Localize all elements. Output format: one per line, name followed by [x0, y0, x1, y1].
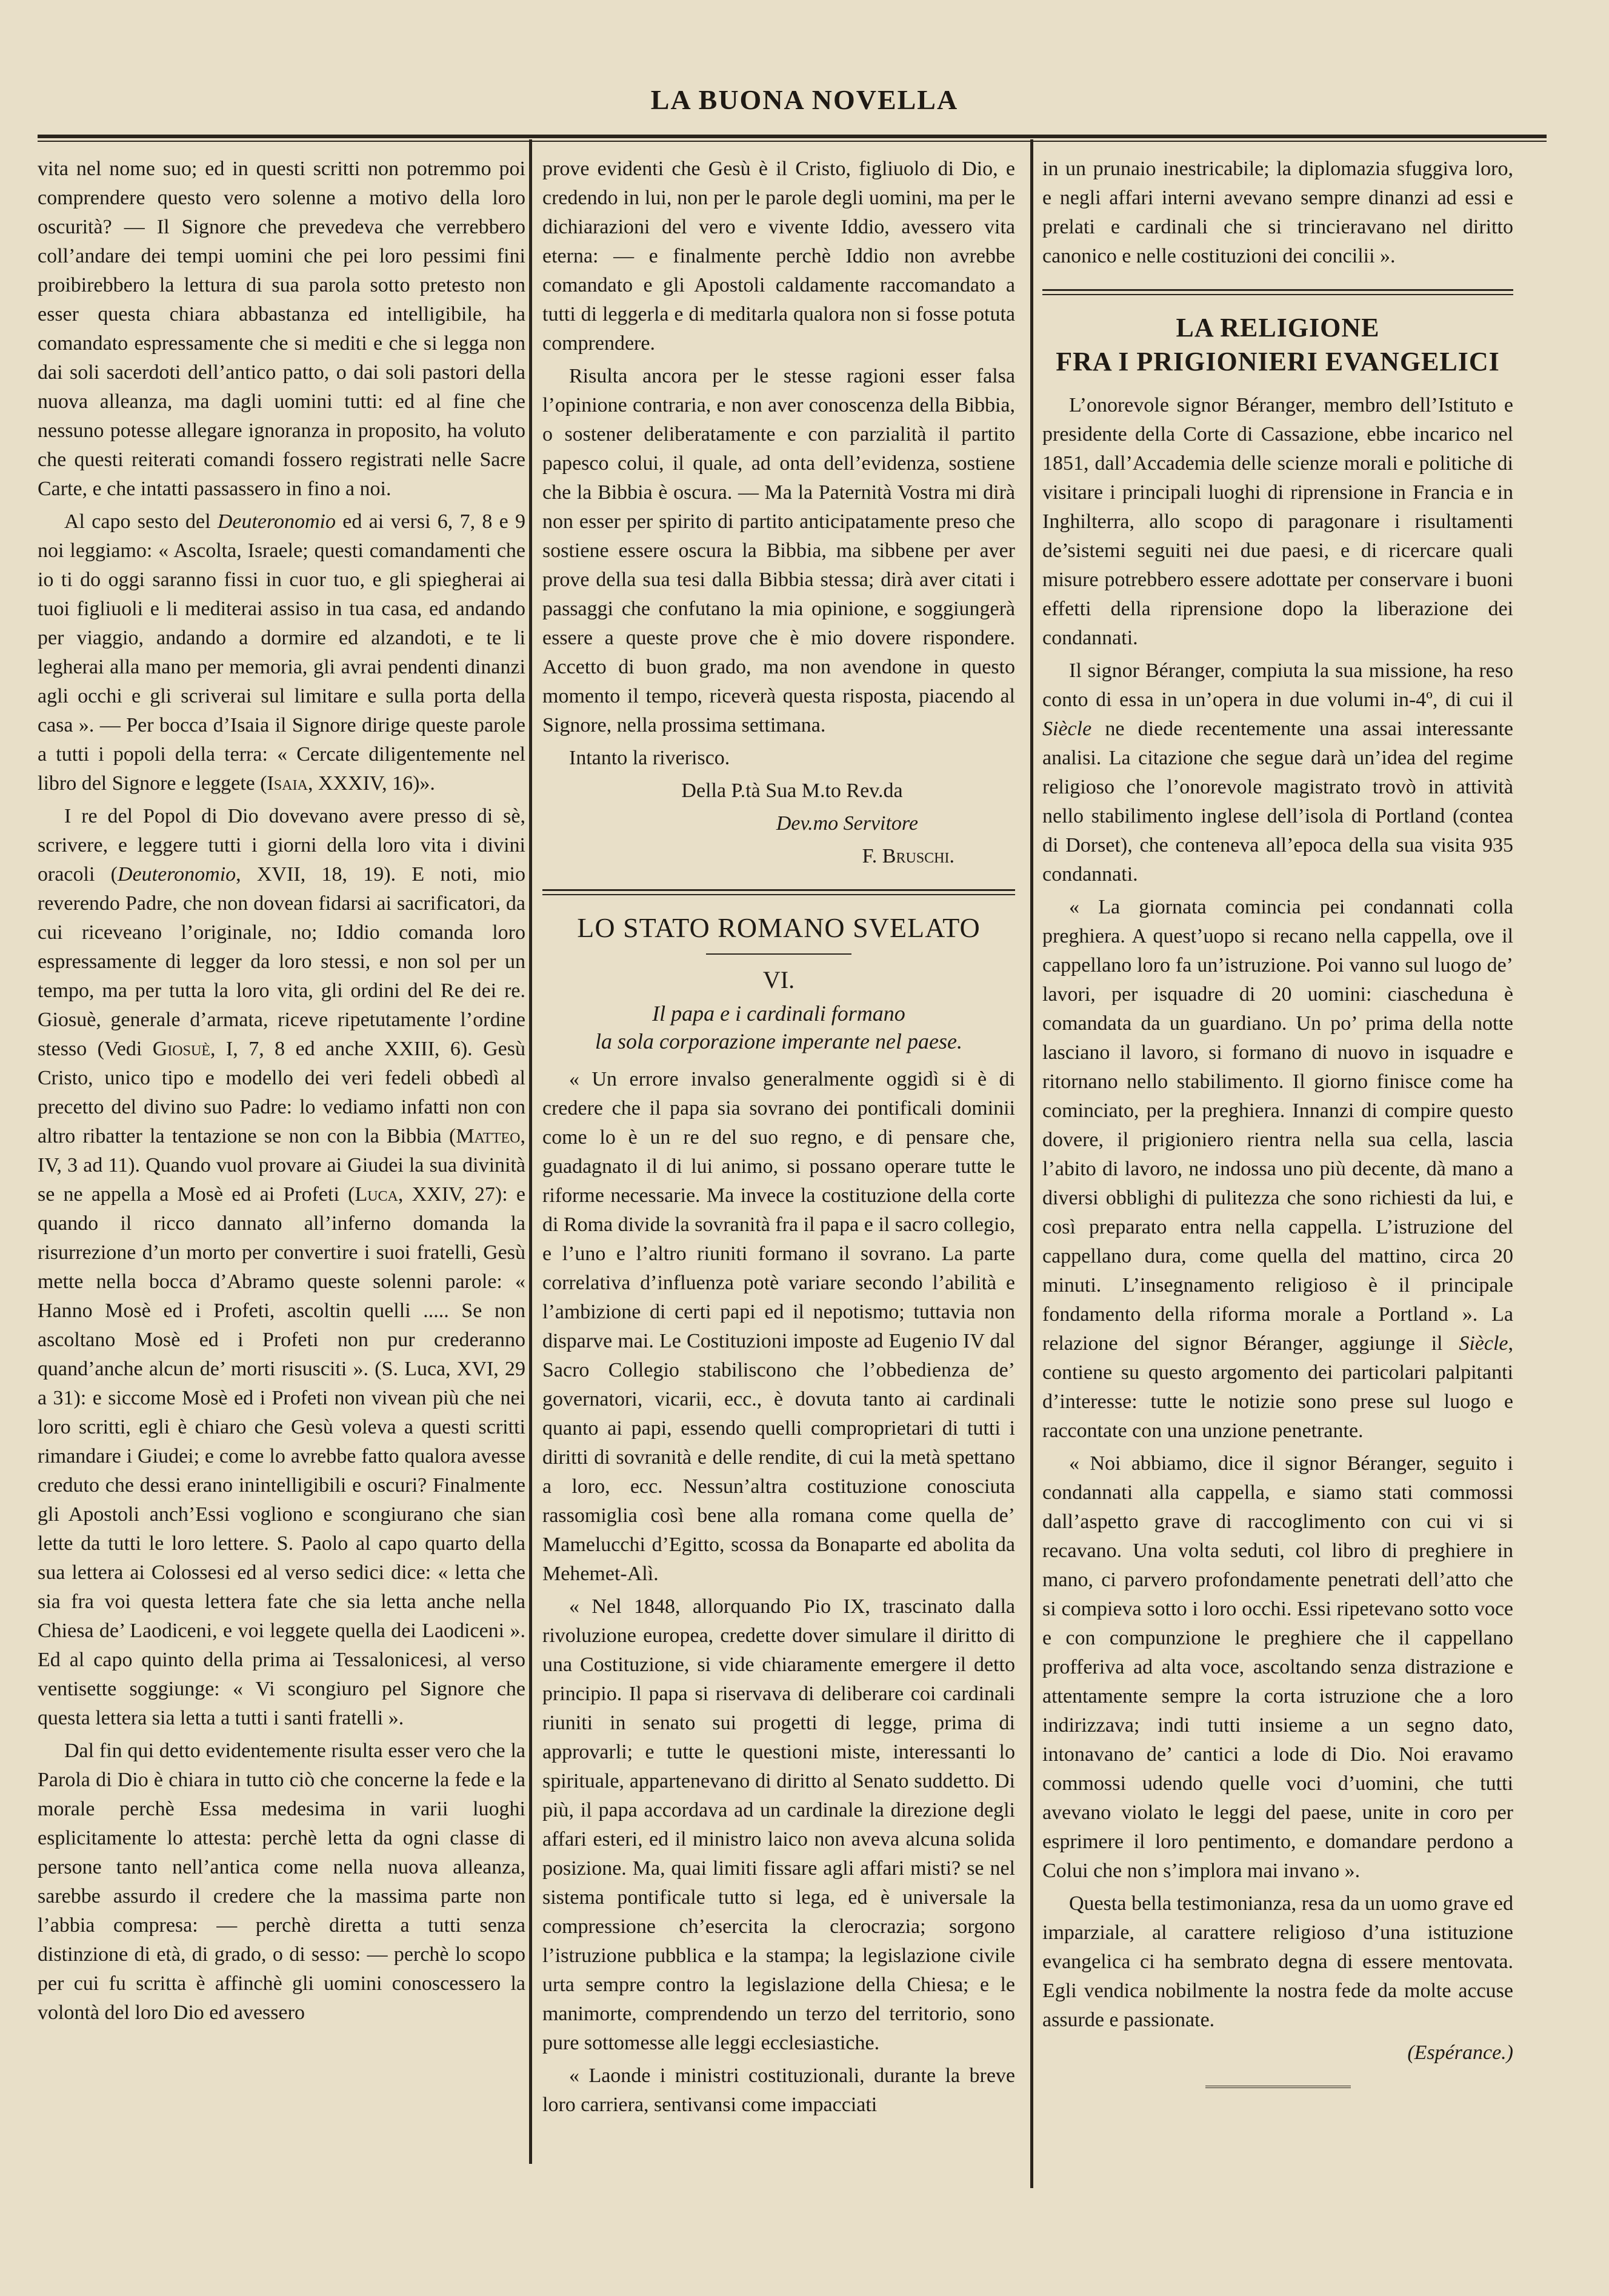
paragraph: « Nel 1848, allorquando Pio IX, trascinato dalla rivoluzione europea, credette dover simulare il diritto di una Costituzione, si vide chiaramente emergere il detto principio. Il papa si riservava di deliberare coi cardinali riuniti in senato sui progetti di legge, prima di approvarli; e tutte le questioni miste, interessanti lo spirituale, appartenevano di diritto al Senato suddetto. Di più, il papa accordava ad un cardinale la direzione degli affari esteri, ed il ministro laico non aveva alcuna solida posizione. Ma, quai limiti fissare agli affari misti? se nel sistema pontificale tutto si lega, ed è universale la compressione ch’esercita la clerocrazia; sorgono l’istruzione pubblica e la stampa; la legislazione civile urta sempre contro la legislazione della Chiesa; e le manimorte, comprendendo un terzo del territorio, sono pure sottomesse alle leggi ecclesiastiche.	[542, 1595, 1015, 2054]
chapter-number: VI.	[762, 966, 795, 993]
end-rule	[1205, 2086, 1351, 2091]
section-rule	[1042, 289, 1513, 295]
signature-line: Della P.tà Sua M.to Rev.da	[681, 779, 903, 802]
column-1	[38, 155, 525, 2031]
paragraph: vita nel nome suo; ed in questi scritti non potremmo poi comprendere questo vero solenne a motivo della loro oscurità? — Il Signore che prevedeva che verrebbero coll’andare dei tempi uomini che pei loro pessimi fini proibirebbero la lettura di sua parola sotto pretesto non esser questa chiara abbastanza ed intelligibile, ha comandato espressamente che si mediti e che si legga non dai soli sacerdoti dell’antico patto, o dai soli pastori della nuova alleanza, ma dagli uomini tutti: ed al fine che nessuno potesse allegare ignoranza in proposito, ha voluto che questi reiterati comandi fossero registrati nelle Sacre Carte, e che intatti passassero in fino a noi.	[38, 158, 525, 500]
title-rule	[706, 953, 851, 955]
masthead-title: LA BUONA NOVELLA	[650, 84, 959, 115]
paragraph: « Noi abbiamo, dice il signor Béranger, seguito i condannati alla cappella, e siamo stati commossi dall’aspetto grave di raccoglimento con cui vi si recavano. Una volta seduti, col libro di preghiere in mano, ci parvero profondamente penetrati dell’atto che si compieva sotto i loro occhi. Essi ripetevano sotto voce e con compunzione le preghiere che il cappellano profferiva ad alta voce, ascoltando senza distrazione e attentamente sempre la corta istruzione che a loro indirizzava; indi tutti insieme a un segno dato, intonavano de’ cantici a lode di Dio. Noi eravamo commossi udendo quelle voci d’uomini, che tutti avevano violato le leggi del paese, unite in coro per esprimere il loro pentimento, e domandare perdono a Colui che non s’implora mai invano ».	[1042, 1452, 1513, 1882]
header-rule-thin	[38, 141, 1547, 142]
paragraph: in un prunaio inestricabile; la diplomazia sfuggiva loro, e negli affari interni avevano sempre dinanzi ad essi e prelati e cardinali che si trincieravano nel diritto canonico e nelle costituzioni dei concilii ».	[1042, 158, 1513, 267]
paragraph: L’onorevole signor Béranger, membro dell’Istituto e presidente della Corte di Cassazione, ebbe incarico nel 1851, dall’Accademia delle scienze morali e politiche di visitare i principali luoghi di riprensione in Francia e in Inghilterra, allo scopo di paragonare i risultamenti de’sistemi seguiti nei due paesi, e di ricercare quali misure potrebbero essere adottate per conservare i buoni effetti della riprensione dopo la liberazione dei condannati.	[1042, 394, 1513, 649]
section-title: LO STATO ROMANO SVELATO	[577, 912, 981, 943]
section-title-line-2: FRA I PRIGIONIERI EVANGELICI	[1056, 347, 1500, 376]
chapter-subtitle: Il papa e i cardinali formano la sola corporazione imperante nel paese.	[595, 1001, 962, 1053]
paragraph: I re del Popol di Dio dovevano avere presso di sè, scrivere, e leggere tutti i giorni della loro vita i divini oracoli (Deuteronomio, XVII, 18, 19). E noti, mio reverendo Padre, che non dovean fidarsi ai sacrificatori, da cui riceveano l’originale, no; Iddio comanda loro espressamente di legger da loro stessi, e non sol per un tempo, ma per tutta la loro vita, gli ordini del Re dei re. Giosuè, generale d’armata, riceve ripetutamente l’ordine stesso (Vedi Giosuè, I, 7, 8 ed anche XXIII, 6). Gesù Cristo, unico tipo e modello dei veri fedeli obbedì al precetto del divino suo Padre: lo vediamo infatti non con altro ribatter la tentazione se non con la Bibbia (Matteo, IV, 3 ad 11). Quando vuol provare ai Giudei la sua divinità se ne appella a Mosè ed ai Profeti (Luca, XXIV, 27): e quando il ricco dannato all’inferno domanda la risurrezione d’un morto per convertire i suoi fratelli, Gesù mette nella bocca d’Abramo queste solenni parole: « Hanno Mosè ed i Profeti, ascoltin quelli ..... Se non ascoltano Mosè ed i Profeti non pur crederanno quand’anche alcun de’ morti risusciti ». (S. Luca, XVI, 29 a 31): e siccome Mosè ed i Profeti non vivean più che nei loro scritti, egli è chiaro che Gesù voleva a questi scritti rimandare i Giudei; e come lo avrebbe fatto qualora avesse creduto che dessi erano inintelligibili e oscuri? Finalmente gli Apostoli anch’Essi vogliono e scongiurano che sian lette da tutti le loro lettere. S. Paolo al capo quarto della sua lettera ai Colossesi ed al verso sedici dice: « letta che sia fra voi questa lettera fate che sia letta anche nella Chiesa de’ Laodiceni, e voi leggete quella dei Laodiceni ». Ed al capo quinto della prima ai Tessalonicesi, al verso ventisette soggiunge: « Vi scongiuro pel Signore che questa lettera sia letta a tutti i santi fratelli ».	[38, 805, 526, 1729]
column-divider-right	[1030, 139, 1033, 2188]
paragraph: Risulta ancora per le stesse ragioni esser falsa l’opinione contraria, e non aver conoscenza della Bibbia, o sostener deliberatamente e con parzialità il partito papesco colui, il quale, ad onta dell’evidenza, sostiene che la Bibbia è oscura. — Ma la Paternità Vostra mi dirà non esser per spirito di partito anticipatamente preso che sostiene essere oscura la Bibbia, ma sibbene per aver prove della sua tesi dalla Bibbia stessa; dirà aver citati i passaggi che confutano la mia opinione, e soggiungerà essere a queste prove che è mio dovere rispondere. Accetto di buon grado, ma non avendone in questo momento il tempo, riceverà questa risposta, piacendo al Signore, nella prossima settimana.	[542, 365, 1015, 736]
paragraph: « Laonde i ministri costituzionali, durante la breve loro carriera, sentivansi come impacciati	[542, 2064, 1015, 2116]
header-rule-thick	[38, 135, 1547, 138]
section-title-line-1: LA RELIGIONE	[1176, 313, 1380, 342]
signature-name: F. Bruschi.	[862, 845, 954, 867]
column-divider-left	[529, 139, 532, 2164]
paragraph: « La giornata comincia pei condannati colla preghiera. A quest’uopo si recano nella cappella, ove il cappellano loro fa un’istruzione. Poi vanno sul luogo de’ lavori, per isquadre di 20 uomini: ciascheduna è comandata da un guardiano. Un po’ prima della notte lasciano il lavoro, si formano di nuovo in isquadre e ritornano nello stabilimento. Il giorno finisce come ha cominciato, per la preghiera. Innanzi di compire questo dovere, il prigioniero rientra nella sua cella, lascia l’abito di lavoro, ne indossa uno più decente, dà mano a diversi obblighi di pulitezza che sono richiesti da lui, e così preparato entra nella cappella. L’istruzione del cappellano dura, come quella del mattino, circa 20 minuti. L’insegnamento religioso è il principale fondamento della riforma morale a Portland ». La relazione del signor Béranger, aggiunge il Siècle, contiene su questo argomento dei particolari palpitanti d’interesse: tutte le notizie sono prese sul luogo e raccontate con una unzione penetrante.	[1042, 896, 1513, 1442]
column-3	[1042, 155, 1513, 2091]
paragraph: « Un errore invalso generalmente oggidì si è di credere che il papa sia sovrano dei pontificali dominii come lo è un re del suo regno, e di pensare che, guadagnato il di lui animo, si possano operare tutte le riforme necessarie. Ma invece la costituzione della corte di Roma divide la sovranità fra il papa e il sacro collegio, e l’uno e l’altro riuniti formano il sovrano. La parte correlativa d’influenza potè variare secondo l’abilità e l’ambizione di certi papi ed il nepotismo; tuttavia non disparve mai. Le Costituzioni imposte ad Eugenio IV dal Sacro Collegio stabiliscono che l’obbedienza de’ governatori, vicarii, ecc., è dovuta tanto ai cardinali quanto ai papi, essendo quelli comproprietari di tutti i diritti di sovranità e delle rendite, di cui la metà spettano a loro, ecc. Nessun’altra costituzione conosciuta rassomiglia così bene alla romana come quella de’ Mamelucchi d’Egitto, scossa da Bonaparte ed abolita da Mehemet-Alì.	[542, 1068, 1015, 1585]
source-attribution: (Espérance.)	[1407, 2041, 1513, 2064]
paragraph: Questa bella testimonianza, resa da un uomo grave ed imparziale, al carattere religioso d’una istituzione evangelica ci ha sembrato degna di essere mentovata. Egli vendica nobilmente la nostra fede da molte accuse assurde e passionate.	[1042, 1892, 1513, 2031]
paragraph: prove evidenti che Gesù è il Cristo, figliuolo di Dio, e credendo in lui, non per le parole degli uomini, ma per le dichiarazioni del vero e vivente Iddio, avessero vita eterna: — e finalmente perchè Iddio non avrebbe comandato e gli Apostoli caldamente raccomandato a tutti di leggerla e di meditarla qualora non si fosse potuta comprendere.	[542, 158, 1015, 355]
column-2	[542, 155, 1015, 2123]
paragraph: Intanto la riverisco.	[569, 747, 730, 769]
paragraph: Al capo sesto del Deuteronomio ed ai versi 6, 7, 8 e 9 noi leggiamo: « Ascolta, Israele; questi comandamenti che io ti do oggi saranno fissi in cuor tuo, e gli spiegherai ai tuoi figliuoli e li mediterai assiso in tua casa, ed andando per viaggio, andando a dormire ed alzandoti, e te li legherai alla mano per memoria, gli avrai pendenti dinanzi agli occhi e gli scriverai sul limitare e sulla porta della casa ». — Per bocca d’Isaia il Signore dirige queste parole a tutti i popoli della terra: « Cercate diligentemente nel libro del Signore e leggete (Isaia, XXXIV, 16)».	[38, 510, 526, 795]
section-rule	[542, 889, 1015, 895]
signature-closing: Dev.mo Servitore	[776, 812, 918, 835]
paragraph: Dal fin qui detto evidentemente risulta esser vero che la Parola di Dio è chiara in tutto ciò che concerne la fede e la morale perchè Essa medesima in varii luoghi esplicitamente lo attesta: perchè letta da ogni classe di persone tanto nell’antica come nella nuova alleanza, sarebbe assurdo il credere che la massima parte non l’abbia compresa: — perchè diretta a tutti senza distinzione di età, di grado, o di sesso: — perchè lo scopo per cui fu scritta è affinchè gli uomini conoscessero la volontà del loro Dio ed avessero	[38, 1740, 525, 2024]
paragraph: Il signor Béranger, compiuta la sua missione, ha reso conto di essa in un’opera in due volumi in-4º, di cui il Siècle ne diede recentemente una assai interessante analisi. La citazione che segue darà un’idea del regime religioso che l’onorevole magistrato trovò in attività nello stabilimento inglese dell’isola di Portland (contea di Dorset), che conteneva all’epoca della sua visita 935 condannati.	[1042, 659, 1513, 886]
